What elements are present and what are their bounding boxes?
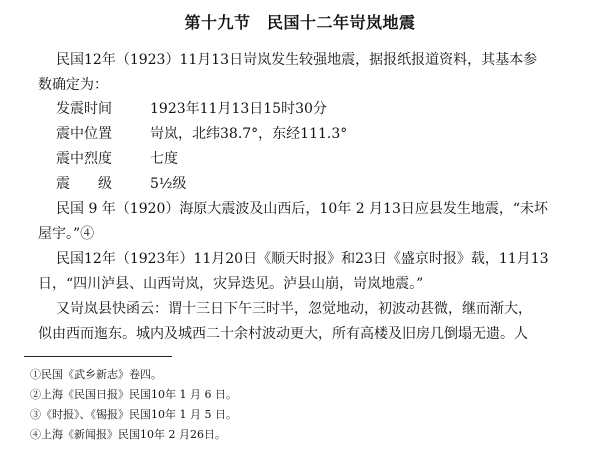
para2-line-2: 屋宇。”④ (38, 226, 95, 242)
field-label-magnitude: 震 级 (56, 176, 112, 192)
intro-line-2: 数确定为： (38, 77, 108, 93)
para3-line-1: 民国12年（1923年）11月20日《顺天时报》和23日《盛京时报》载，11月13 (56, 251, 549, 267)
footnote-divider (24, 356, 172, 357)
para4-line-1: 又岢岚县快函云：谓十三日下午三时半，忽觉地动，初波动甚微，继而渐大， (56, 301, 532, 317)
footnote-4: ④上海《新闻报》民国10年 2 月26日。 (30, 428, 226, 441)
field-value-magnitude: 5½级 (150, 176, 187, 192)
intro-line-1: 民国12年（1923）11月13日岢岚发生较强地震，据报纸报道资料，其基本参 (56, 52, 538, 68)
para3-line-2: 日，“四川泸县、山西岢岚，灾异迭见。泸县山崩，岢岚地震。” (38, 276, 424, 292)
footnote-3: ③《时报》、《锡报》民国10年 1 月 5 日。 (30, 408, 237, 421)
footnote-1: ①民国《武乡新志》卷四。 (30, 368, 162, 381)
para4-line-2: 似由西而迤东。城内及城西二十余村波动更大，所有高楼及旧房几倒塌无遗。人 (38, 326, 528, 342)
field-value-location: 岢岚，北纬38.7°，东经111.3° (150, 126, 348, 142)
section-title: 第十九节 民国十二年岢岚地震 (184, 13, 416, 32)
field-label-intensity: 震中烈度 (56, 151, 112, 167)
field-label-location: 震中位置 (56, 126, 112, 142)
field-value-time: 1923年11月13日15时30分 (150, 101, 327, 117)
field-label-time: 发震时间 (56, 101, 112, 117)
field-value-intensity: 七度 (150, 151, 178, 167)
footnote-2: ②上海《民国日报》民国10年 1 月 6 日。 (30, 388, 237, 401)
para2-line-1: 民国 9 年（1920）海原大震波及山西后，10年 2 月13日应县发生地震，“未坏 (56, 201, 549, 217)
